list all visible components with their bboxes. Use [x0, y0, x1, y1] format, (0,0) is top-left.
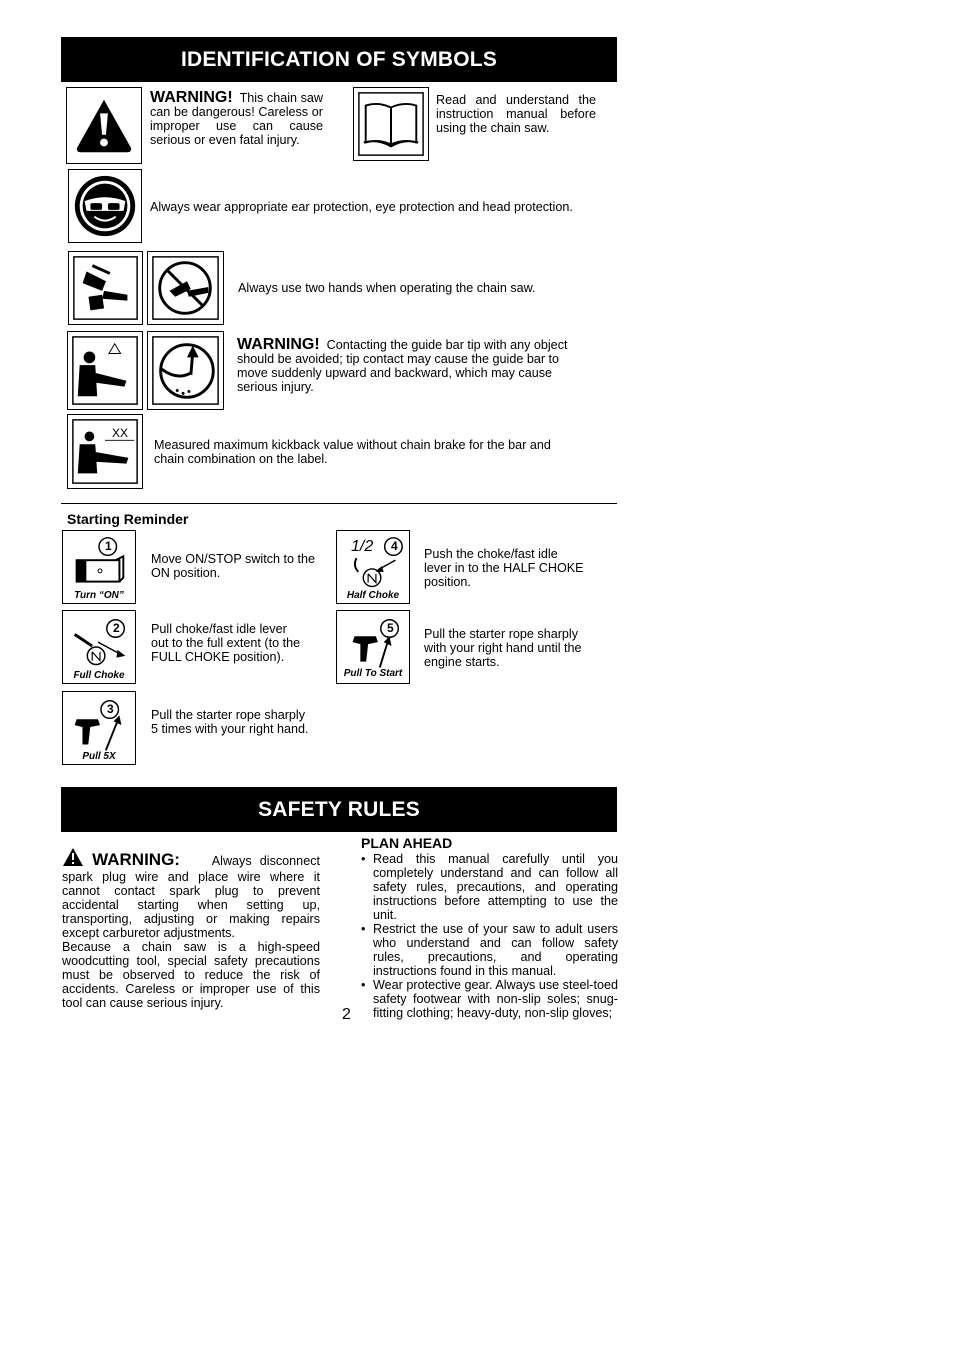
two-hands-text: Always use two hands when operating the chain saw. — [238, 281, 536, 295]
plan-ahead-title: PLAN AHEAD — [361, 835, 453, 851]
section-divider — [61, 503, 617, 504]
starting-title: Starting Reminder — [67, 511, 189, 527]
plan-item: • Wear protective gear. Always use steel-toed safety footwear with non-slip soles; snug-fitting clothing; heavy-duty, non-slip gloves; — [361, 978, 618, 1020]
step4-number: 4 — [391, 539, 398, 553]
step3-text: Pull the starter rope sharply 5 times with your right hand. — [151, 708, 309, 736]
step5-text: Pull the starter rope sharply with your right hand until the engine starts. — [424, 627, 582, 669]
protective-gear-icon — [68, 169, 142, 243]
step5-label: Pull To Start — [343, 668, 403, 679]
step2-label: Full Choke — [73, 670, 125, 681]
safety-title: SAFETY RULES — [61, 787, 617, 832]
step4-label: Half Choke — [346, 590, 400, 601]
kickback-text: Measured maximum kickback value without chain brake for the bar and chain combination on the label. — [154, 438, 551, 466]
step4-half-choke-icon — [336, 530, 410, 604]
safety-warning-label: WARNING: — [92, 850, 180, 869]
instruction-book-icon — [353, 87, 429, 161]
warning1-label: WARNING! — [150, 89, 233, 106]
protection-text: Always wear appropriate ear protection, eye protection and head protection. — [150, 200, 573, 214]
warning-triangle-small-icon — [62, 847, 84, 870]
safety-warning-block — [62, 847, 320, 1010]
warning2-block — [237, 338, 587, 394]
step1-number: 1 — [105, 539, 112, 553]
warning-triangle-icon — [66, 87, 142, 164]
step1-switch-icon — [62, 530, 136, 604]
step4-fraction: 1/2 — [351, 538, 374, 555]
warning2-text: Contacting the guide bar tip with any object should be avoided; tip contact may cause the guide bar to move suddenly upward and backward, which may cause serious injury. — [237, 338, 568, 394]
safety-paragraph: Because a chain saw is a high-speed woodcutting tool, special safety precautions must be observed to reduce the risk of accidents. Careless or improper use of this tool can cause serious injury. — [62, 940, 320, 1010]
plan-item: • Read this manual carefully until you completely understand and can follow all safety rules, precautions, and operating instructions before attempting to use the unit. — [361, 852, 618, 922]
step4-text: Push the choke/fast idle lever in to the HALF CHOKE position. — [424, 547, 584, 589]
step5-number: 5 — [387, 621, 394, 635]
step2-text: Pull choke/fast idle lever out to the full extent (to the FULL CHOKE position). — [151, 622, 301, 664]
plan-ahead-list — [361, 852, 618, 1020]
no-one-hand-icon — [147, 251, 224, 325]
step2-number: 2 — [113, 621, 120, 635]
step3-pull-icon — [62, 691, 136, 765]
warning1-block — [150, 91, 323, 147]
kickback-operator-icon — [67, 331, 143, 410]
step2-full-choke-icon — [62, 610, 136, 684]
step1-label: Turn “ON” — [74, 590, 124, 601]
step5-pull-start-icon — [336, 610, 410, 684]
page-number: 2 — [342, 1006, 351, 1023]
safety-warning-text: Always disconnect spark plug wire and place wire where it cannot contact spark plug to prevent accidental starting when setting up, transporting, adjusting or making repairs except carburetor adjustments. — [62, 854, 320, 940]
kickback-value-icon — [67, 414, 143, 489]
identification-title: IDENTIFICATION OF SYMBOLS — [61, 37, 617, 82]
step3-label: Pull 5X — [82, 751, 116, 762]
kickback-icon-text: XX — [112, 426, 129, 440]
two-hands-icon — [68, 251, 143, 325]
step3-number: 3 — [107, 702, 114, 716]
plan-item: • Restrict the use of your saw to adult users who understand and can follow safety rules, precautions, and operating instructions found in this manual. — [361, 922, 618, 978]
warning1-text: This chain saw can be dangerous! Careless or improper use can cause serious or even fatal injury. — [150, 91, 323, 147]
manual-text: Read and understand the instruction manual before using the chain saw. — [436, 93, 596, 135]
step1-text: Move ON/STOP switch to the ON position. — [151, 552, 316, 580]
warning2-label: WARNING! — [237, 336, 320, 353]
bar-tip-contact-icon — [147, 331, 224, 410]
